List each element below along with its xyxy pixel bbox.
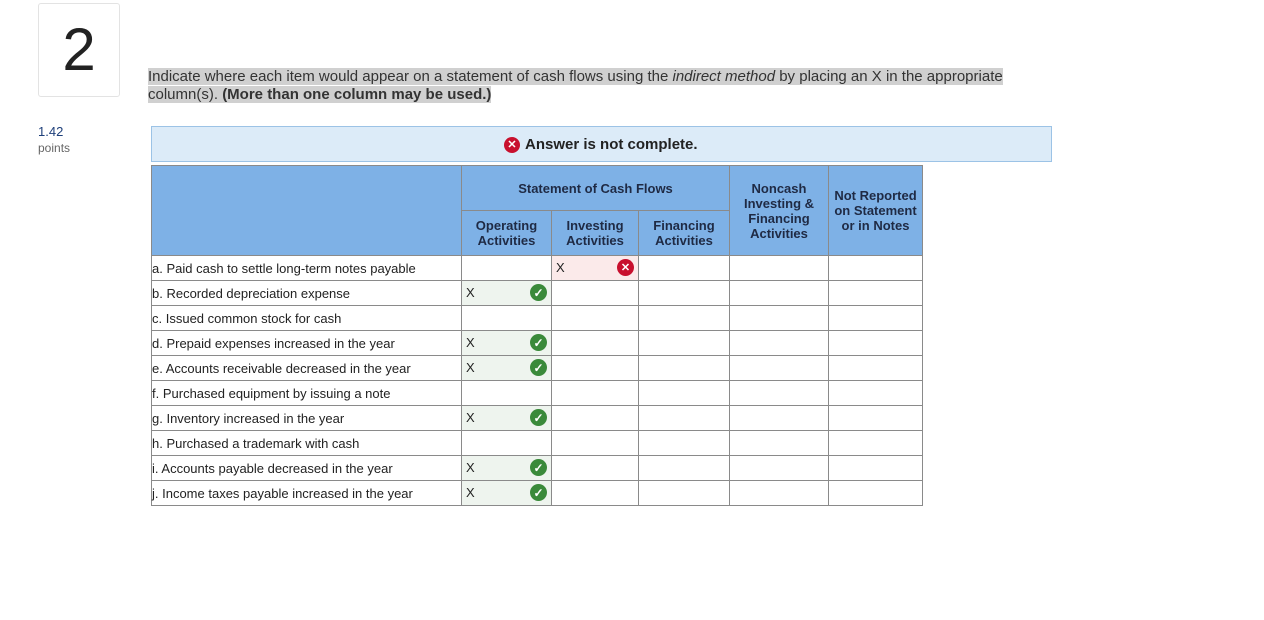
table-row bbox=[152, 381, 923, 406]
answer-cell[interactable] bbox=[462, 331, 552, 356]
header-noncash: Noncash Investing & Financing Activities bbox=[730, 166, 829, 256]
answer-cell[interactable] bbox=[552, 406, 639, 431]
row-label: h. Purchased a trademark with cash bbox=[152, 431, 462, 456]
table-row bbox=[152, 481, 923, 506]
answer-cell[interactable] bbox=[462, 356, 552, 381]
question-number: 2 bbox=[62, 16, 96, 83]
check-circle-icon: ✓ bbox=[530, 484, 547, 501]
header-operating: Operating Activities bbox=[462, 211, 552, 256]
answer-cell[interactable] bbox=[730, 406, 829, 431]
answer-mark: X bbox=[466, 285, 475, 300]
answer-cell[interactable] bbox=[730, 431, 829, 456]
row-label: j. Income taxes payable increased in the year bbox=[152, 481, 462, 506]
answer-cell[interactable] bbox=[462, 381, 552, 406]
row-label: c. Issued common stock for cash bbox=[152, 306, 462, 331]
answer-cell[interactable] bbox=[829, 356, 923, 381]
table-row bbox=[152, 431, 923, 456]
answer-cell[interactable] bbox=[730, 256, 829, 281]
answer-cell[interactable] bbox=[462, 281, 552, 306]
answer-cell[interactable] bbox=[552, 456, 639, 481]
answer-cell[interactable] bbox=[829, 456, 923, 481]
points-label: points bbox=[38, 141, 71, 155]
row-label: a. Paid cash to settle long-term notes payable bbox=[152, 256, 462, 281]
answer-cell[interactable] bbox=[639, 331, 730, 356]
answer-mark: X bbox=[466, 360, 475, 375]
x-circle-icon: ✕ bbox=[504, 137, 520, 153]
answer-cell[interactable] bbox=[552, 481, 639, 506]
answer-cell[interactable] bbox=[639, 456, 730, 481]
row-label: b. Recorded depreciation expense bbox=[152, 281, 462, 306]
answer-cell[interactable] bbox=[730, 381, 829, 406]
answer-status-message: Answer is not complete. bbox=[525, 136, 698, 153]
answer-cell[interactable] bbox=[639, 306, 730, 331]
question-text-part2: by placing an X in the appropriate column(s). bbox=[148, 68, 1003, 103]
table-row bbox=[152, 306, 923, 331]
answer-cell[interactable] bbox=[462, 456, 552, 481]
answer-cell[interactable] bbox=[552, 381, 639, 406]
question-text-bold: (More than one column may be used.) bbox=[222, 86, 492, 103]
answer-cell[interactable] bbox=[730, 306, 829, 331]
answer-cell[interactable] bbox=[552, 431, 639, 456]
answer-status-bar bbox=[151, 126, 1052, 162]
answer-status bbox=[504, 136, 698, 153]
question-number-box bbox=[38, 3, 120, 97]
row-label: g. Inventory increased in the year bbox=[152, 406, 462, 431]
check-circle-icon: ✓ bbox=[530, 409, 547, 426]
row-label: i. Accounts payable decreased in the year bbox=[152, 456, 462, 481]
answer-cell[interactable] bbox=[730, 281, 829, 306]
answer-cell[interactable] bbox=[829, 306, 923, 331]
question-text bbox=[148, 68, 1058, 104]
row-label: f. Purchased equipment by issuing a note bbox=[152, 381, 462, 406]
question-text-italic: indirect method bbox=[672, 68, 776, 85]
answer-cell[interactable] bbox=[639, 356, 730, 381]
table-body bbox=[152, 256, 923, 506]
check-circle-icon: ✓ bbox=[530, 284, 547, 301]
answer-cell[interactable] bbox=[552, 306, 639, 331]
answer-cell[interactable] bbox=[552, 281, 639, 306]
answer-mark: X bbox=[466, 485, 475, 500]
answer-cell[interactable] bbox=[552, 331, 639, 356]
answer-cell[interactable] bbox=[730, 331, 829, 356]
answer-mark: X bbox=[466, 460, 475, 475]
answer-cell[interactable] bbox=[829, 381, 923, 406]
answer-cell[interactable] bbox=[552, 356, 639, 381]
points-value: 1.42 bbox=[38, 124, 64, 139]
answer-cell[interactable] bbox=[639, 256, 730, 281]
answer-cell[interactable] bbox=[829, 281, 923, 306]
row-label: e. Accounts receivable decreased in the year bbox=[152, 356, 462, 381]
answer-cell[interactable] bbox=[462, 256, 552, 281]
header-investing: Investing Activities bbox=[552, 211, 639, 256]
answer-mark: X bbox=[466, 335, 475, 350]
answer-cell[interactable] bbox=[730, 356, 829, 381]
answer-cell[interactable] bbox=[829, 331, 923, 356]
answer-cell[interactable] bbox=[829, 481, 923, 506]
table-row bbox=[152, 331, 923, 356]
answer-cell[interactable] bbox=[462, 306, 552, 331]
answer-cell[interactable] bbox=[552, 256, 639, 281]
cash-flow-table bbox=[151, 165, 923, 506]
table-row bbox=[152, 356, 923, 381]
check-circle-icon: ✓ bbox=[530, 459, 547, 476]
answer-cell[interactable] bbox=[639, 481, 730, 506]
header-statement-of-cash-flows: Statement of Cash Flows bbox=[462, 166, 730, 211]
header-corner bbox=[152, 166, 462, 256]
answer-cell[interactable] bbox=[462, 406, 552, 431]
header-not-reported: Not Reported on Statement or in Notes bbox=[829, 166, 923, 256]
question-text-part1: Indicate where each item would appear on a statement of cash flows using the bbox=[148, 68, 673, 85]
check-circle-icon: ✓ bbox=[530, 359, 547, 376]
table-row bbox=[152, 256, 923, 281]
answer-cell[interactable] bbox=[639, 281, 730, 306]
row-label: d. Prepaid expenses increased in the year bbox=[152, 331, 462, 356]
points-block bbox=[38, 124, 70, 155]
answer-cell[interactable] bbox=[639, 381, 730, 406]
answer-cell[interactable] bbox=[730, 456, 829, 481]
answer-cell[interactable] bbox=[462, 481, 552, 506]
table-row bbox=[152, 456, 923, 481]
answer-cell[interactable] bbox=[639, 431, 730, 456]
answer-mark: X bbox=[466, 410, 475, 425]
table-row bbox=[152, 406, 923, 431]
header-financing: Financing Activities bbox=[639, 211, 730, 256]
answer-cell[interactable] bbox=[462, 431, 552, 456]
check-circle-icon: ✓ bbox=[530, 334, 547, 351]
answer-cell[interactable] bbox=[829, 406, 923, 431]
question-text-highlight bbox=[148, 68, 1003, 103]
x-circle-icon: ✕ bbox=[617, 259, 634, 276]
answer-cell[interactable] bbox=[639, 406, 730, 431]
answer-mark: X bbox=[556, 260, 565, 275]
table-row bbox=[152, 281, 923, 306]
answer-cell[interactable] bbox=[829, 431, 923, 456]
answer-cell[interactable] bbox=[829, 256, 923, 281]
answer-cell[interactable] bbox=[730, 481, 829, 506]
